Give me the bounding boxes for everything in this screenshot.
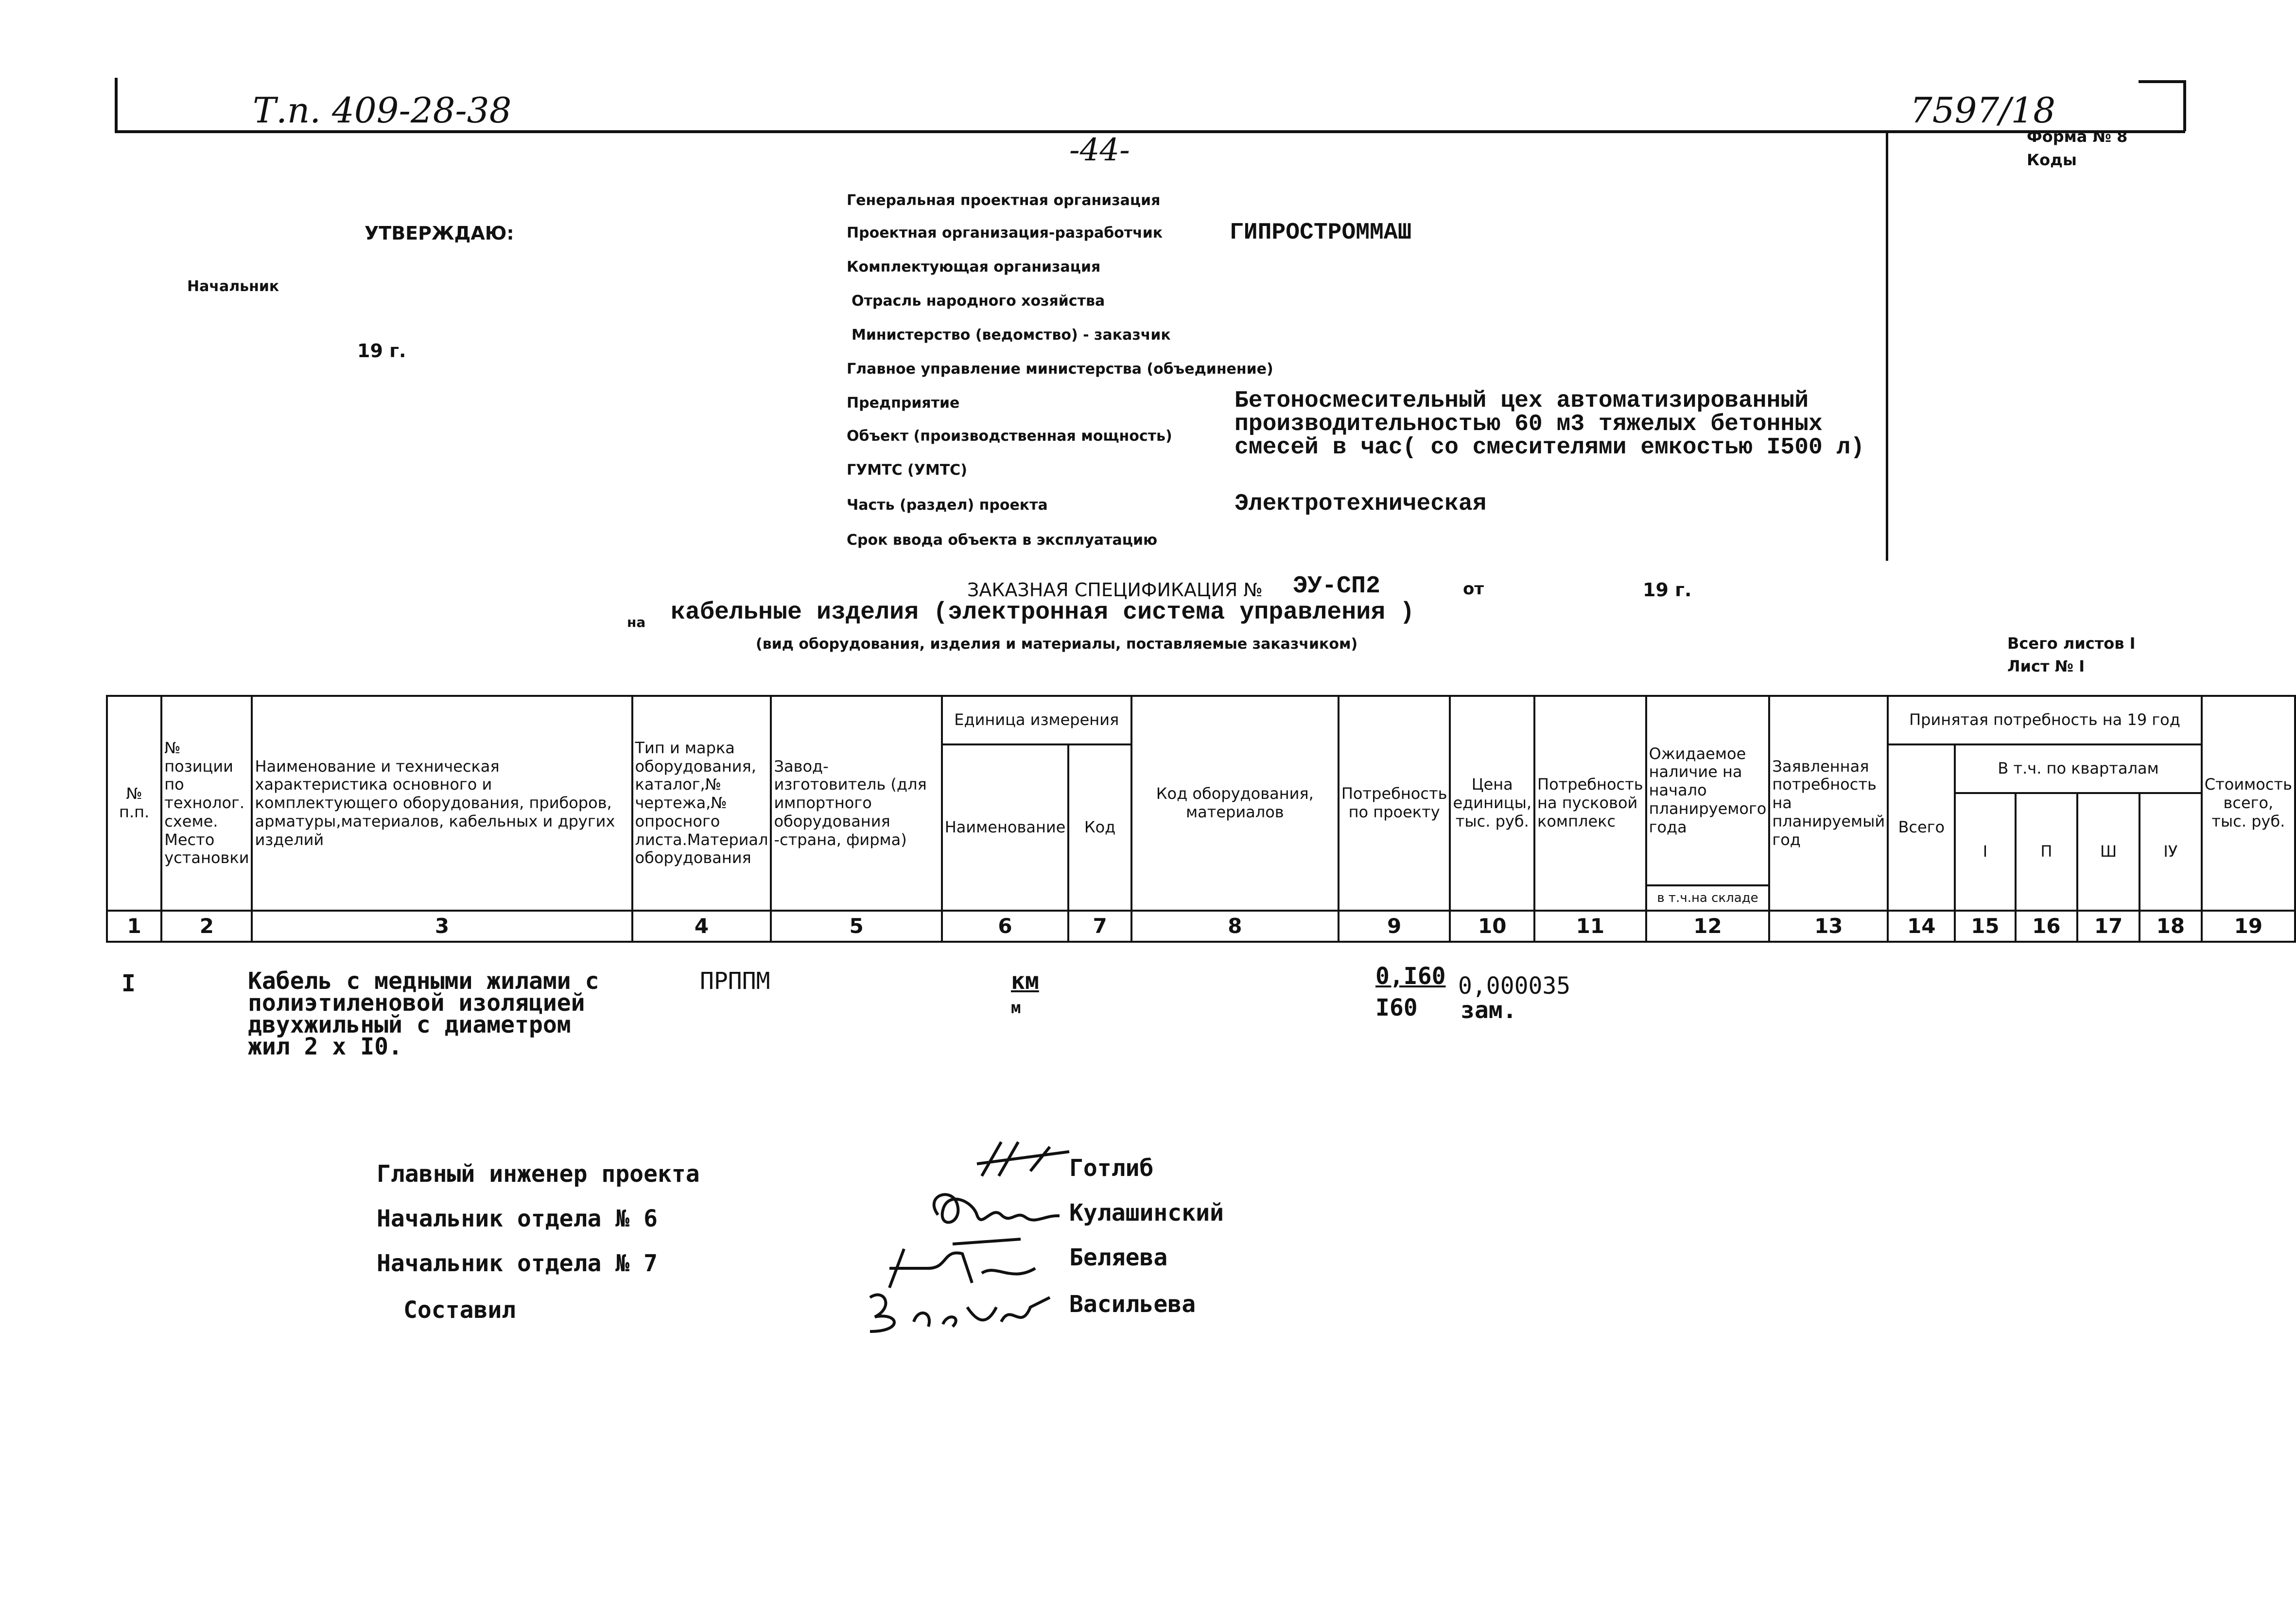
org-deadline-label: Срок ввода объекта в эксплуатацию [847,532,1158,549]
h-unit-code: Код [1068,744,1131,911]
h-position: № позиции по технолог. схеме. Место установки [161,696,252,911]
org-general-label: Генеральная проектная организация [847,192,1161,209]
form-label: Форма № 8 [2027,127,2128,146]
h-startup: Потребность на пусковой комплекс [1534,696,1646,911]
sig-role-1: Главный инженер проекта [377,1160,700,1188]
col-num: 10 [1450,911,1534,942]
spec-total-sheets: Всего листов I [2007,634,2136,653]
doc-number: 7597/18 [1910,90,2056,131]
col-num: 3 [252,911,632,942]
sig-role-4: Составил [403,1296,516,1324]
h-need: Потребность по проекту [1339,696,1450,911]
col-num: 12 [1646,911,1770,942]
doc-code: Т.п. 409-28-38 [253,90,512,131]
col-num: 18 [2139,911,2202,942]
spec-from: от [1463,579,1484,599]
spec-title: ЗАКАЗНАЯ СПЕЦИФИКАЦИЯ № [967,579,1263,601]
col-num: 2 [161,911,252,942]
org-part-label: Часть (раздел) проекта [847,497,1048,514]
approve-label: УТВЕРЖДАЮ: [365,223,514,244]
col-num: 5 [771,911,941,942]
col-num: 19 [2202,911,2295,942]
col-num: 17 [2077,911,2139,942]
h-accepted: Принятая потребность на 19 год [1888,696,2202,744]
h-unit: Единица измерения [942,696,1131,744]
col-num: 11 [1534,911,1646,942]
sig-role-3: Начальник отдела № 7 [377,1250,658,1277]
h-name: Наименование и техническая характеристика основного и комплектующего оборудования, приборов, арматуры,материалов, кабельных и других изделий [252,696,632,911]
col-num: 1 [107,911,161,942]
spec-sheet: Лист № I [2007,657,2085,675]
h-quarters: В т.ч. по кварталам [1955,744,2201,793]
h-declared: Заявленная потребность на планируемый год [1769,696,1888,911]
h-price: Цена единицы, тыс. руб. [1450,696,1534,911]
col-num: 4 [632,911,771,942]
h-type: Тип и марка оборудования, каталог,№ чертежа,№ опросного листа.Материал оборудования [632,696,771,911]
row-price: 0,000035 [1458,972,1571,1000]
org-industry-label: Отрасль народного хозяйства [852,293,1105,310]
vertical-divider [1886,133,1888,561]
right-frame-tick [2183,80,2186,131]
col-num: 7 [1068,911,1131,942]
sig-name-1: Готлиб [1069,1155,1154,1182]
org-ministry-label: Министерство (ведомство) - заказчик [852,327,1171,344]
spec-subject-note: (вид оборудования, изделия и материалы, поставляемые заказчиком) [756,636,1358,653]
spec-on: на [627,614,646,630]
org-enterprise-label: Предприятие [847,395,960,412]
h-code: Код оборудования, материалов [1131,696,1339,911]
spec-table [106,695,2296,943]
right-frame-top [2139,80,2185,83]
object-line-1: Бетоносмесительный цех автоматизированный [1235,388,1809,414]
org-complect-label: Комплектующая организация [847,259,1101,276]
sig-name-3: Беляева [1069,1244,1168,1271]
row-qty-bottom: I60 [1375,994,1418,1021]
row-price-note: зам. [1461,997,1517,1024]
h-q1: I [1955,793,2015,911]
col-num: 6 [942,911,1069,942]
object-line-2: производительностью 60 м3 тяжелых бетонных [1235,411,1823,437]
col-num: 13 [1769,911,1888,942]
row-unit-bottom: м [1011,998,1021,1018]
col-num: 8 [1131,911,1339,942]
handwritten-signature-4 [855,1278,1060,1341]
sig-name-2: Кулашинский [1069,1199,1224,1227]
row-name-2: полиэтиленовой изоляцией [248,989,585,1017]
h-q2: П [2016,793,2078,911]
h-q3: Ш [2077,793,2139,911]
approval-year: 19 г. [357,340,406,362]
h-total: Всего [1888,744,1955,911]
handwritten-signature-1 [972,1137,1079,1186]
object-line-3: смесей в час( со смесителями емкостью I500 л) [1235,434,1865,461]
sig-role-2: Начальник отдела № 6 [377,1205,658,1232]
col-num: 9 [1339,911,1450,942]
h-q4: IУ [2139,793,2202,911]
h-expected: Ожидаемое наличие на начало планируемого года [1646,696,1770,885]
sig-name-4: Васильева [1069,1291,1196,1318]
h-expected-sub: в т.ч.на складе [1646,885,1770,911]
row-qty-top: 0,I60 [1375,963,1446,990]
org-main-dept-label: Главное управление министерства (объединение) [847,361,1273,378]
col-num: 15 [1955,911,2015,942]
row-unit-top: км [1011,968,1039,995]
org-developer-label: Проектная организация-разработчик [847,225,1163,242]
org-developer-value: ГИПРОСТРОММАШ [1230,220,1412,246]
h-unit-name: Наименование [942,744,1069,911]
col-number-row [107,911,2295,942]
row-type: ПРППМ [700,968,770,995]
chief-label: Начальник [187,278,279,295]
spec-number: ЭУ-СП2 [1293,572,1381,600]
code-label: Коды [2027,151,2077,169]
org-gumts-label: ГУМТС (УМТС) [847,462,967,479]
org-object-label: Объект (производственная мощность) [847,428,1172,445]
h-manufacturer: Завод-изготовитель (для импортного оборудования -страна, фирма) [771,696,941,911]
row-name-4: жил 2 х I0. [248,1033,402,1060]
row-name-3: двухжильный с диаметром [248,1011,571,1038]
spec-subject: кабельные изделия (электронная система управления ) [671,599,1415,626]
col-num: 16 [2016,911,2078,942]
org-part-value: Электротехническая [1235,491,1487,517]
col-num: 14 [1888,911,1955,942]
spec-year: 19 г. [1643,579,1692,601]
row-num: I [122,970,136,997]
h-cost: Стоимость всего, тыс. руб. [2202,696,2295,911]
left-frame-tick [115,78,118,132]
row-name-1: Кабель с медными жилами с [248,968,599,995]
h-num: № п.п. [107,696,161,911]
page-number: -44- [1069,132,1130,168]
